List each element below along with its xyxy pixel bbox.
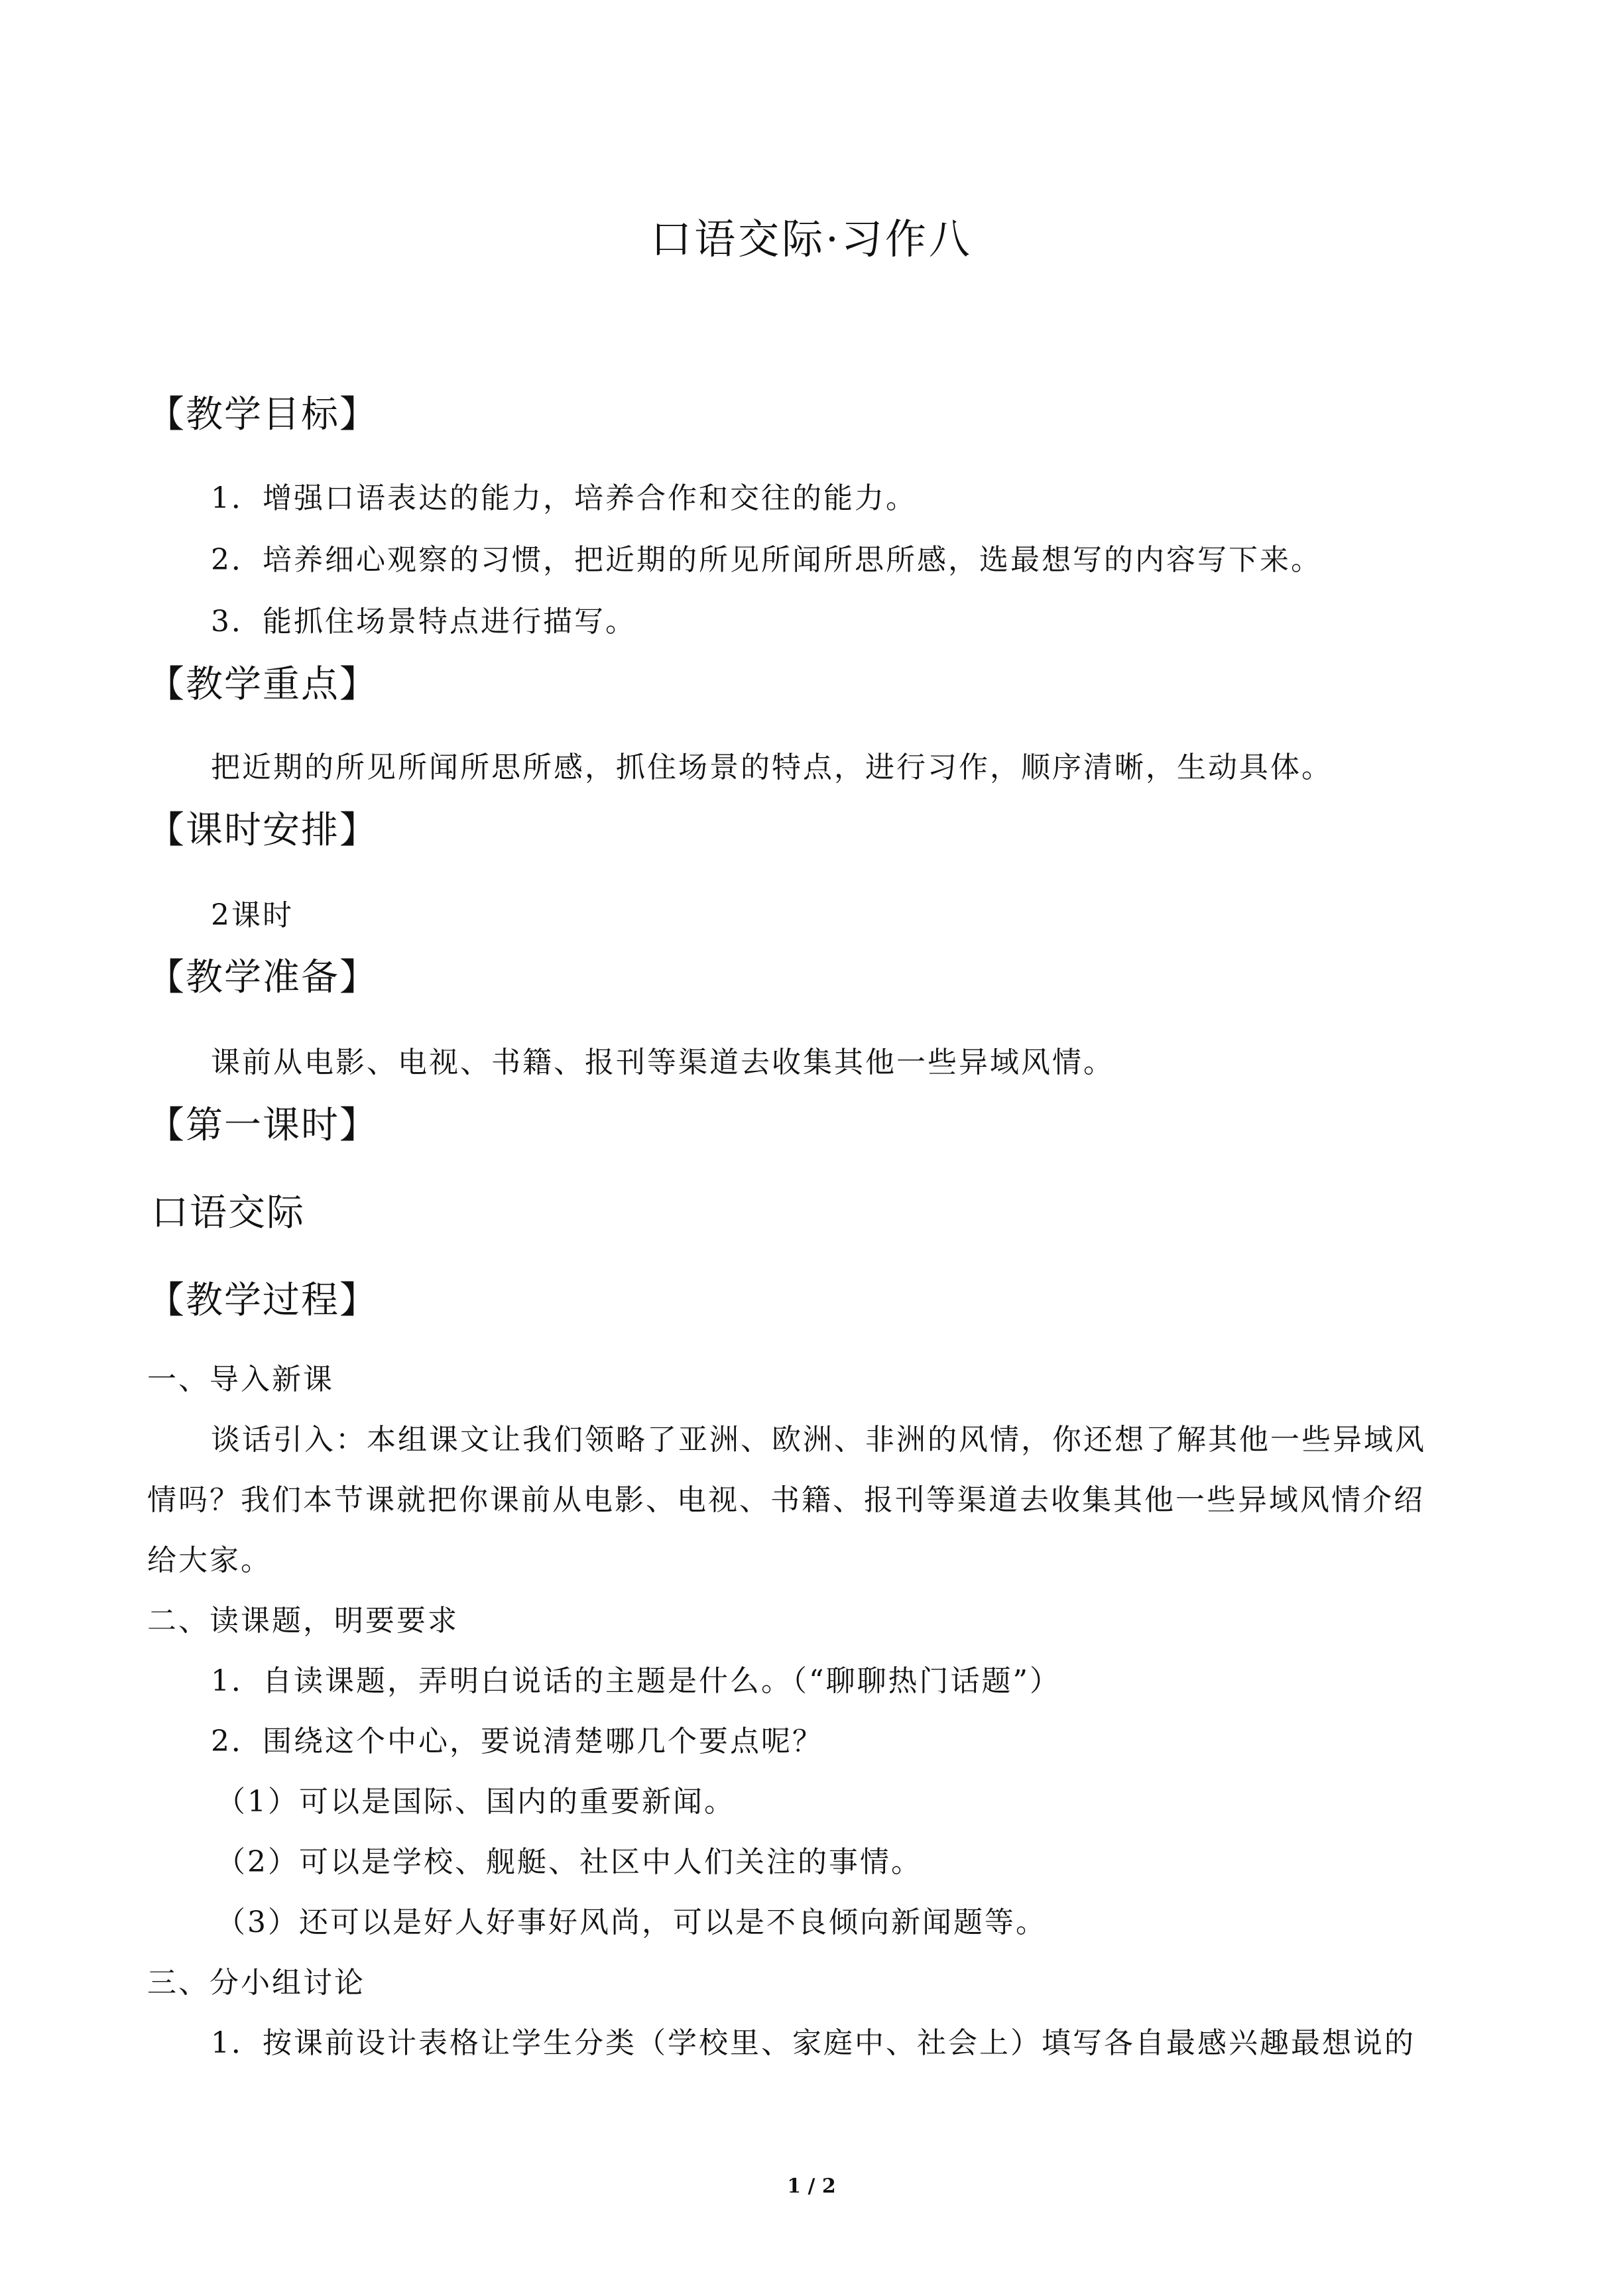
step1-paragraph-line: 给大家。 xyxy=(147,1543,272,1577)
preparation-heading: 【教学准备】 xyxy=(147,956,378,999)
step3-item: 1．按课前设计表格让学生分类（学校里、家庭中、社会上）填写各自最感兴趣最想说的 xyxy=(211,2026,1415,2060)
goal-item: 3．能抓住场景特点进行描写。 xyxy=(211,605,636,638)
first-period-heading: 【第一课时】 xyxy=(147,1104,378,1147)
goals-heading: 【教学目标】 xyxy=(147,393,378,436)
step1-title: 一、导入新课 xyxy=(147,1362,334,1396)
step2-item: 1．自读课题，弄明白说话的主题是什么。（“聊聊热门话题”） xyxy=(211,1664,1061,1698)
oral-communication-label: 口语交际 xyxy=(151,1191,305,1235)
key-points-heading: 【教学重点】 xyxy=(147,663,378,706)
step2-item: 2．围绕这个中心，要说清楚哪几个要点呢？ xyxy=(211,1724,823,1758)
goal-item: 1．增强口语表达的能力，培养合作和交往的能力。 xyxy=(211,481,917,515)
process-heading: 【教学过程】 xyxy=(147,1279,378,1322)
goal-item: 2．培养细心观察的习惯，把近期的所见所闻所思所感，选最想写的内容写下来。 xyxy=(211,543,1322,577)
step2-subitem: （2）可以是学校、舰艇、社区中人们关注的事情。 xyxy=(216,1845,922,1879)
schedule-text: 2课时 xyxy=(211,898,294,932)
step2-subitem: （1）可以是国际、国内的重要新闻。 xyxy=(216,1785,735,1819)
preparation-text: 课前从电影、电视、书籍、报刊等渠道去收集其他一些异域风情。 xyxy=(211,1046,1114,1079)
page-number: 1 / 2 xyxy=(787,2175,836,2198)
schedule-heading: 【课时安排】 xyxy=(147,809,378,852)
step2-subitem: （3）还可以是好人好事好风尚，可以是不良倾向新闻题等。 xyxy=(216,1905,1047,1939)
step1-paragraph-line: 情吗？我们本节课就把你课前从电影、电视、书籍、报刊等渠道去收集其他一些异域风情介绍 xyxy=(147,1483,1425,1517)
step3-title: 三、分小组讨论 xyxy=(147,1966,365,2000)
key-points-text: 把近期的所见所闻所思所感，抓住场景的特点，进行习作，顺序清晰，生动具体。 xyxy=(211,751,1333,784)
step1-paragraph-line: 谈话引入：本组课文让我们领略了亚洲、欧洲、非洲的风情，你还想了解其他一些异域风 xyxy=(211,1423,1426,1457)
document-title: 口语交际·习作八 xyxy=(650,215,973,263)
step2-title: 二、读课题，明要要求 xyxy=(147,1604,459,1638)
